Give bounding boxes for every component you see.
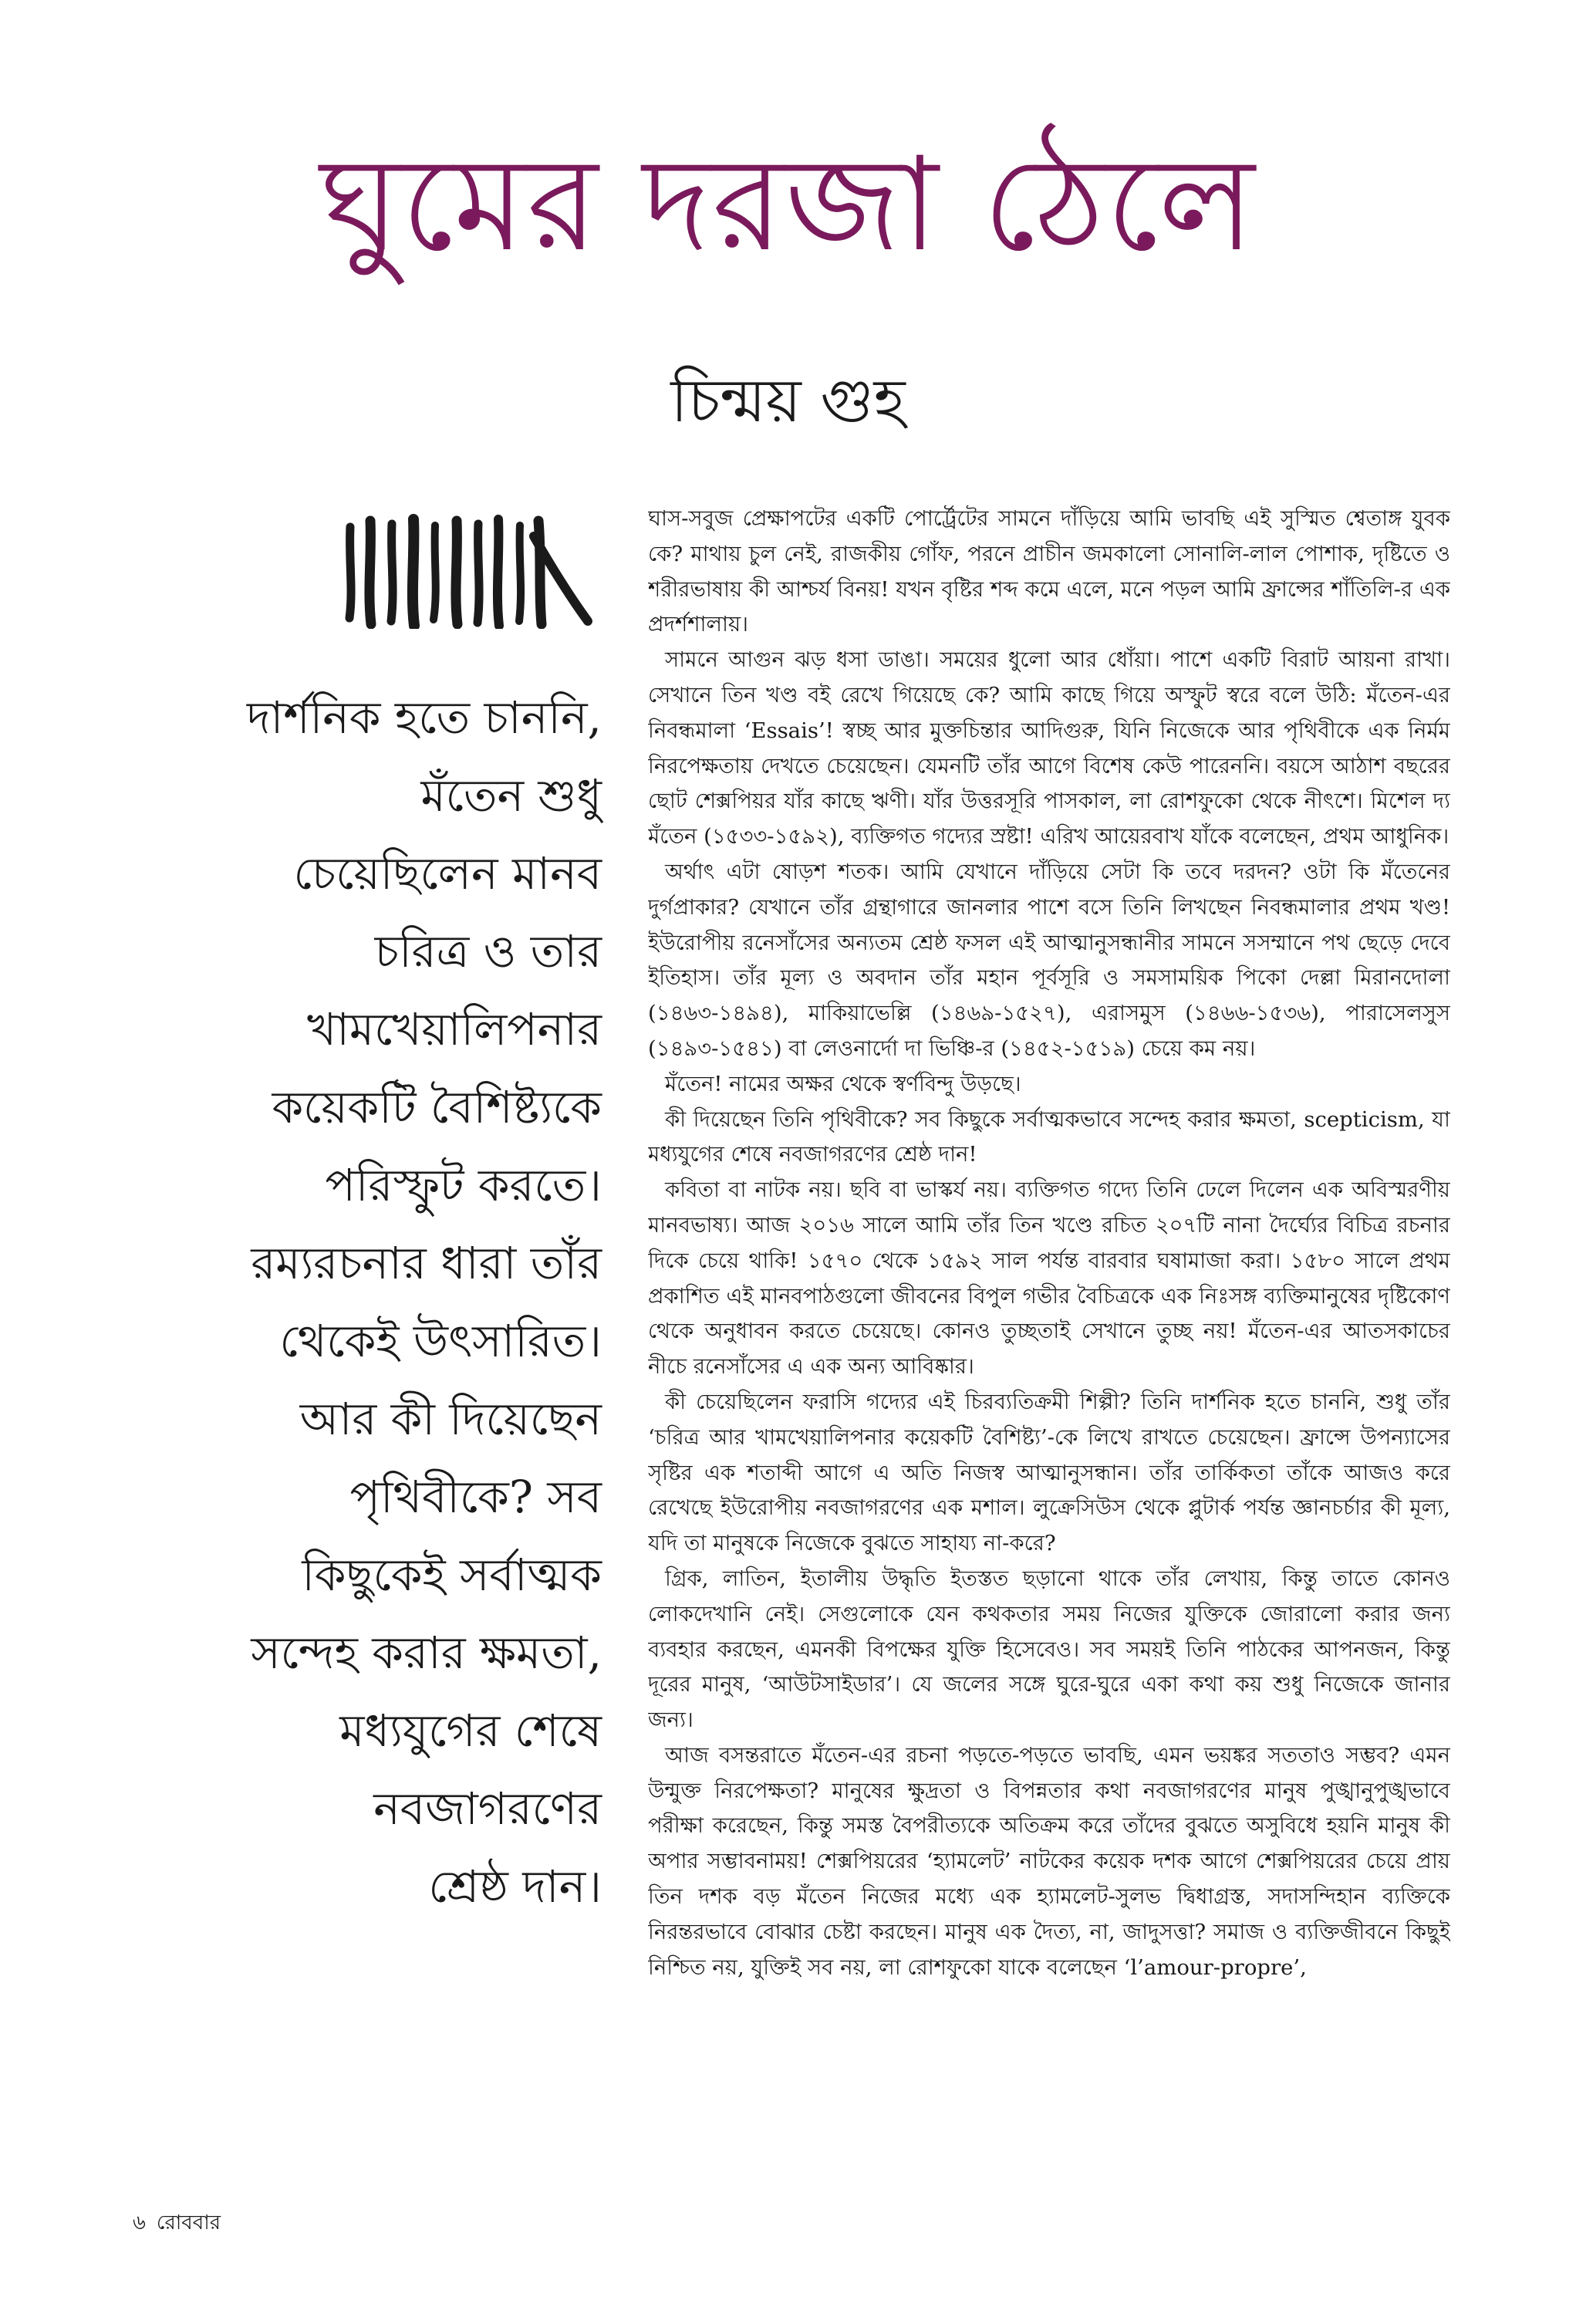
pull-quote-line: থেকেই উৎসারিত। <box>279 1315 602 1367</box>
article-title: ঘুমের দরজা ঠেলে <box>319 129 1257 280</box>
author-byline: চিন্ময় গুহ <box>670 367 906 436</box>
pull-quote-line: সন্দেহ করার ক্ষমতা, <box>251 1626 602 1679</box>
body-paragraph: অর্থাৎ এটা ষোড়শ শতক। আমি যেখানে দাঁড়িয়ে সেটা কি তবে দরদন? ওটা কি মঁতেনের দুর্গপ্রাকার? যেখানে তাঁর গ্রন্থাগারে জানলার পাশে বসে তিনি লিখছেন নিবন্ধমালার প্রথম খণ্ড! ইউরোপীয় রনেসাঁসের অন্যতম শ্রেষ্ঠ ফসল এই আত্মানুসন্ধানীর সামনে সসম্মানে পথ ছেড়ে দেবে ইতিহাস। তাঁর মূল্য ও অবদান তাঁর মহান পূর্বসূরি ও সমসাময়িক পিকো দেল্লা মিরানদোলা (১৪৬৩-১৪৯৪), মাকিয়াভেল্লি (১৪৬৯-১৫২৭), এরাসমুস (১৪৬৬-১৫৩৬), পারাসেলসুস (১৪৯৩-১৫৪১) বা লেওনার্দো দা ভিঞ্চি-র (১৪৫২-১৫১৯) চেয়ে কম নয়। <box>648 859 1450 1061</box>
pull-quote-line: নবজাগরণের <box>373 1782 602 1835</box>
page-number: ৬ <box>133 2211 146 2234</box>
article-body <box>648 502 1450 2199</box>
pull-quote-line: পৃথিবীকে? সব <box>349 1471 602 1523</box>
body-paragraph: গ্রিক, লাতিন, ইতালীয় উদ্ধৃতি ইতস্তত ছড়ানো থাকে তাঁর লেখায়, কিন্তু তাতে কোনও লোকদেখানি নেই। সেগুলোকে যেন কথকতার সময় নিজের যুক্তিকে জোরালো করার জন্য ব্যবহার করছেন, এমনকী বিপক্ষের যুক্তি হিসেবেও। সব সময়ই তিনি পাঠকের আপনজন, কিন্তু দূরের মানুষ, ‘আউটসাইডার’। যে জলের সঙ্গে ঘুরে-ঘুরে একা কথা কয় শুধু নিজেকে জানার জন্য। <box>648 1566 1450 1733</box>
body-paragraph: কী চেয়েছিলেন ফরাসি গদ্যের এই চিরব্যতিক্রমী শিল্পী? তিনি দার্শনিক হতে চাননি, শুধু তাঁর ‘চরিত্র আর খামখেয়ালিপনার কয়েকটি বৈশিষ্ট্য’-কে লিখে রাখতে চেয়েছেন। ফ্রান্সে উপন্যাসের সৃষ্টির এক শতাব্দী আগে এ অতি নিজস্ব আত্মানুসন্ধান। তাঁর তার্কিকতা তাঁকে আজও করে রেখেছে ইউরোপীয় নবজাগরণের এক মশাল। লুক্রেসিউস থেকে প্লুটার্ক পর্যন্ত জ্ঞানচর্চার কী মূল্য, যদি তা মানুষকে নিজেকে বুঝতে সাহায্য না-করে? <box>648 1389 1450 1556</box>
tally-marks-icon <box>339 513 594 629</box>
pull-quote-line: রম্যরচনার ধারা তাঁর <box>251 1237 602 1289</box>
pull-quote-line: মধ্যযুগের শেষে <box>339 1704 602 1757</box>
pull-quote-line: আর কী দিয়েছেন <box>299 1393 602 1445</box>
pull-quote <box>116 679 602 1926</box>
page-footer <box>133 2210 221 2236</box>
pull-quote-line: চরিত্র ও তার <box>374 925 602 978</box>
pull-quote-line: কিছুকেই সর্বাত্মক <box>302 1549 602 1601</box>
body-paragraph: কবিতা বা নাটক নয়। ছবি বা ভাস্কর্য নয়। ব্যক্তিগত গদ্যে তিনি ঢেলে দিলেন এক অবিস্মরণীয় মানবভাষ্য। আজ ২০১৬ সালে আমি তাঁর তিন খণ্ডে রচিত ২০৭টি নানা দৈর্ঘ্যের বিচিত্র রচনার দিকে চেয়ে থাকি! ১৫৭০ থেকে ১৫৯২ সাল পর্যন্ত বারবার ঘষামাজা করা। ১৫৮০ সালে প্রথম প্রকাশিত এই মানবপাঠগুলো জীবনের বিপুল গভীর বৈচিত্রকে এক নিঃসঙ্গ ব্যক্তিমানুষের দৃষ্টিকোণ থেকে অনুধাবন করতে চেয়েছে। কোনও তুচ্ছতাই সেখানে তুচ্ছ নয়! মঁতেন-এর আতসকাচের নীচে রনেসাঁসের এ এক অন্য আবিষ্কার। <box>648 1177 1450 1380</box>
body-paragraph: সামনে আগুন ঝড় ধসা ডাঙা। সময়ের ধুলো আর ধোঁয়া। পাশে একটি বিরাট আয়না রাখা। সেখানে তিন খণ্ড বই রেখে গিয়েছে কে? আমি কাছে গিয়ে অস্ফুট স্বরে বলে উঠি: মঁতেন-এর নিবন্ধমালা ‘Essais’! স্বচ্ছ আর মুক্তচিন্তার আদিগুরু, যিনি নিজেকে আর পৃথিবীকে এক নির্মম নিরপেক্ষতায় দেখতে চেয়েছেন। যেমনটি তাঁর আগে বিশেষ কেউ পারেননি। বয়সে আঠাশ বছরের ছোট শেক্সপিয়র যাঁর কাছে ঋণী। যাঁর উত্তরসূরি পাসকাল, লা রোশফুকো থেকে নীৎশে। মিশেল দ্য মঁতেন (১৫৩৩-১৫৯২), ব্যক্তিগত গদ্যের স্রষ্টা! এরিখ আয়েরবাখ যাঁকে বলেছেন, প্রথম আধুনিক। <box>648 647 1450 850</box>
section-name: রোববার <box>156 2211 221 2234</box>
pull-quote-line: চেয়েছিলেন মানব <box>293 847 602 900</box>
pull-quote-line: মঁতেন শুধু <box>420 769 602 822</box>
body-paragraph: মঁতেন! নামের অক্ষর থেকে স্বর্ণবিন্দু উড়ছে। <box>665 1071 1021 1096</box>
pull-quote-line: পরিস্ফুট করতে। <box>325 1159 602 1211</box>
pull-quote-line: শ্রেষ্ঠ দান। <box>428 1860 602 1913</box>
pull-quote-line: কয়েকটি বৈশিষ্ট্যকে <box>272 1081 602 1133</box>
pull-quote-line: দার্শনিক হতে চাননি, <box>247 691 602 744</box>
pull-quote-line: খামখেয়ালিপনার <box>306 1003 602 1056</box>
body-paragraph: আজ বসন্তরাতে মঁতেন-এর রচনা পড়তে-পড়তে ভাবছি, এমন ভয়ঙ্কর সততাও সম্ভব? এমন উন্মুক্ত নিরপেক্ষতা? মানুষের ক্ষুদ্রতা ও বিপন্নতার কথা নবজাগরণের মানুষ পুঙ্খানুপুঙ্খভাবে পরীক্ষা করেছেন, কিন্তু সমস্ত বৈপরীত্যকে অতিক্রম করে তাঁদের বুঝতে অসুবিধে হয়নি মানুষ কী অপার সম্ভাবনাময়! শেক্সপিয়রের ‘হ্যামলেট’ নাটকের কয়েক দশক আগে শেক্সপিয়রের চেয়ে প্রায় তিন দশক বড় মঁতেন নিজের মধ্যে এক হ্যামলেট-সুলভ দ্বিধাগ্রস্ত, সদাসন্দিহান ব্যক্তিকে নিরন্তরভাবে বোঝার চেষ্টা করছেন। মানুষ এক দৈত্য, না, জাদুসত্তা? সমাজ ও ব্যক্তিজীবনে কিছুই নিশ্চিত নয়, যুক্তিই সব নয়, লা রোশফুকো যাকে বলেছেন ‘l’amour-propre’, <box>648 1742 1450 1980</box>
body-paragraph: ঘাস-সবুজ প্রেক্ষাপটের একটি পোর্ট্রেটের সামনে দাঁড়িয়ে আমি ভাবছি এই সুস্মিত শ্বেতাঙ্গ যুবক কে? মাথায় চুল নেই, রাজকীয় গোঁফ, পরনে প্রাচীন জমকালো সোনালি-লাল পোশাক, দৃষ্টিতে ও শরীরভাষায় কী আশ্চর্য বিনয়! যখন বৃষ্টির শব্দ কমে এলে, মনে পড়ল আমি ফ্রান্সের শাঁতিলি-র এক প্রদর্শশালায়। <box>648 506 1450 637</box>
body-paragraph: কী দিয়েছেন তিনি পৃথিবীকে? সব কিছুকে সর্বাত্মকভাবে সন্দেহ করার ক্ষমতা, scepticism, যা মধ্যযুগের শেষে নবজাগরণের শ্রেষ্ঠ দান! <box>648 1106 1450 1167</box>
